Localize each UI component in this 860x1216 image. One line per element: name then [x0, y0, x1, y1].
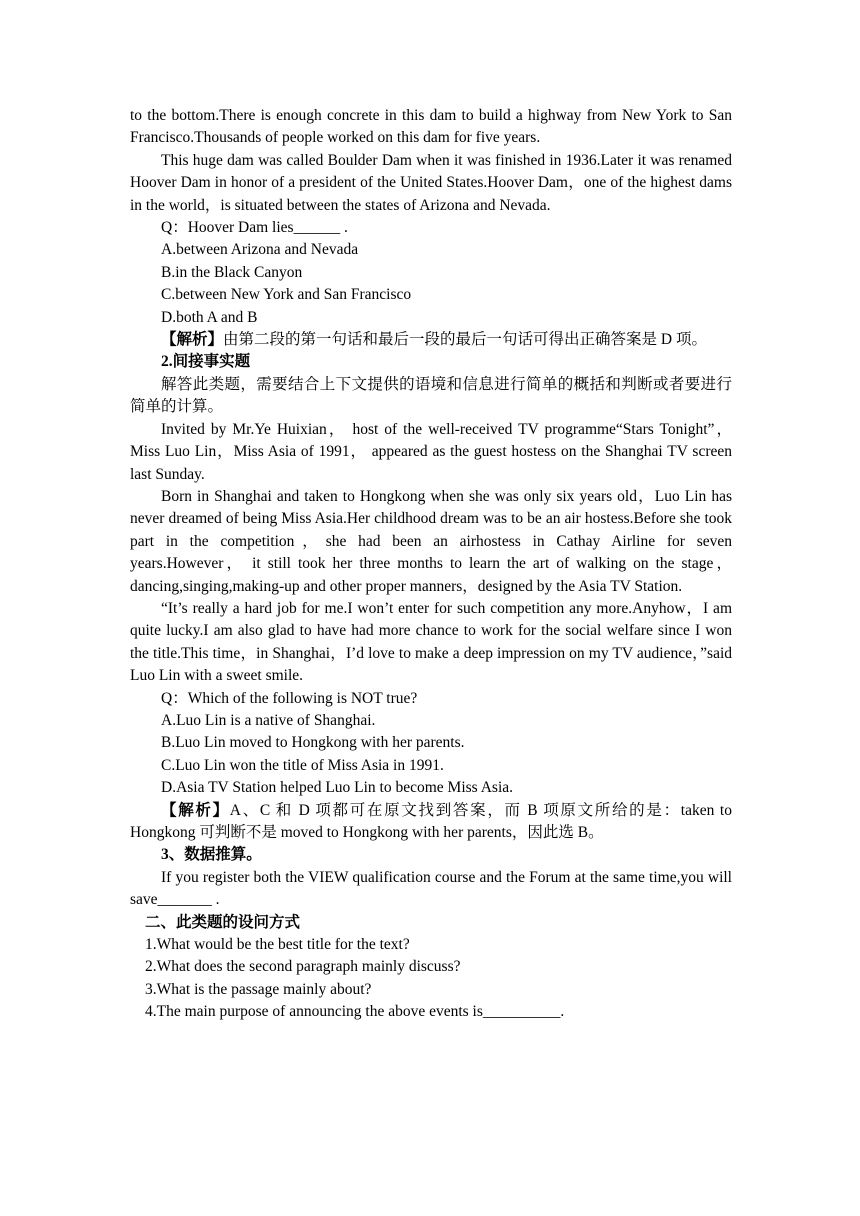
question-form-4: 4.The main purpose of announcing the above events is__________.: [145, 1003, 565, 1021]
section3-text: If you register both the VIEW qualification course and the Forum at the same time,you will save_______ .: [130, 868, 732, 909]
question1-option-a: A.between Arizona and Nevada: [161, 241, 359, 259]
question1-analysis: [130, 329, 732, 351]
analysis-label: 【解析】: [161, 801, 230, 819]
question2-analysis: [130, 800, 732, 845]
passage2-paragraph-2: Born in Shanghai and taken to Hongkong when she was only six years old，Luo Lin has never dreamed of being Miss Asia.Her childhood dream was to be an air hostess.Before she took part in the competition，she had been an airhostess in Cathay Airline for seven years.However， it still took her three months to learn the art of walking on the stage，dancing,singing,making-up and other proper manners，designed by the Asia TV Station.: [130, 487, 732, 595]
question2-option-c: C.Luo Lin won the title of Miss Asia in 1991.: [161, 756, 444, 774]
passage1-paragraph: This huge dam was called Boulder Dam when it was finished in 1936.Later it was renamed Hoover Dam in honor of a president of the United States.Hoover Dam，one of the highest dams in the world，is situated between the states of Arizona and Nevada.: [130, 151, 732, 214]
analysis-text: A、C 和 D 项都可在原文找到答案，而 B 项原文所给的是：taken to Hongkong 可判断不是 moved to Hongkong with her parents，因此选 B。: [130, 801, 732, 841]
analysis-label: 【解析】: [161, 331, 224, 349]
question2-option-b: B.Luo Lin moved to Hongkong with her parents.: [161, 734, 465, 752]
passage1-continuation: to the bottom.There is enough concrete in this dam to build a highway from New York to San Francisco.Thousands of people worked on this dam for five years.: [130, 107, 732, 147]
question1-option-b: B.in the Black Canyon: [161, 263, 303, 281]
question2-option-d: D.Asia TV Station helped Luo Lin to become Miss Asia.: [161, 779, 514, 797]
analysis-text: 由第二段的第一句话和最后一段的最后一句话可得出正确答案是 D 项。: [223, 331, 707, 349]
part2-heading: 二、此类题的设问方式: [145, 913, 301, 931]
section2-heading: 2.间接事实题: [161, 353, 251, 371]
question-form-3: 3.What is the passage mainly about?: [145, 980, 372, 998]
question1-option-c: C.between New York and San Francisco: [161, 286, 412, 304]
question-form-2: 2.What does the second paragraph mainly discuss?: [145, 958, 461, 976]
section2-intro: 解答此类题，需要结合上下文提供的语境和信息进行简单的概括和判断或者要进行简单的计算。: [130, 375, 732, 416]
question2: Q：Which of the following is NOT true?: [161, 689, 418, 707]
question2-option-a: A.Luo Lin is a native of Shanghai.: [161, 711, 376, 729]
question1-option-d: D.both A and B: [161, 308, 258, 326]
passage2-paragraph-1: Invited by Mr.Ye Huixian， host of the well-received TV programme“Stars Tonight”，Miss Luo Lin，Miss Asia of 1991， appeared as the guest hostess on the Shanghai TV screen last Sunday.: [130, 420, 732, 483]
question-form-1: 1.What would be the best title for the text?: [145, 936, 410, 954]
question1: Q：Hoover Dam lies______ .: [161, 219, 348, 237]
passage2-paragraph-3: “It’s really a hard job for me.I won’t enter for such competition any more.Anyhow，I am quite lucky.I am also glad to have had more chance to work for the social welfare since I won the title.This time，in Shanghai，I’d love to make a deep impression on my TV audience，”said Luo Lin with a sweet smile.: [130, 599, 732, 685]
section3-heading: 3、数据推算。: [161, 846, 262, 864]
document-page: [130, 105, 732, 1024]
